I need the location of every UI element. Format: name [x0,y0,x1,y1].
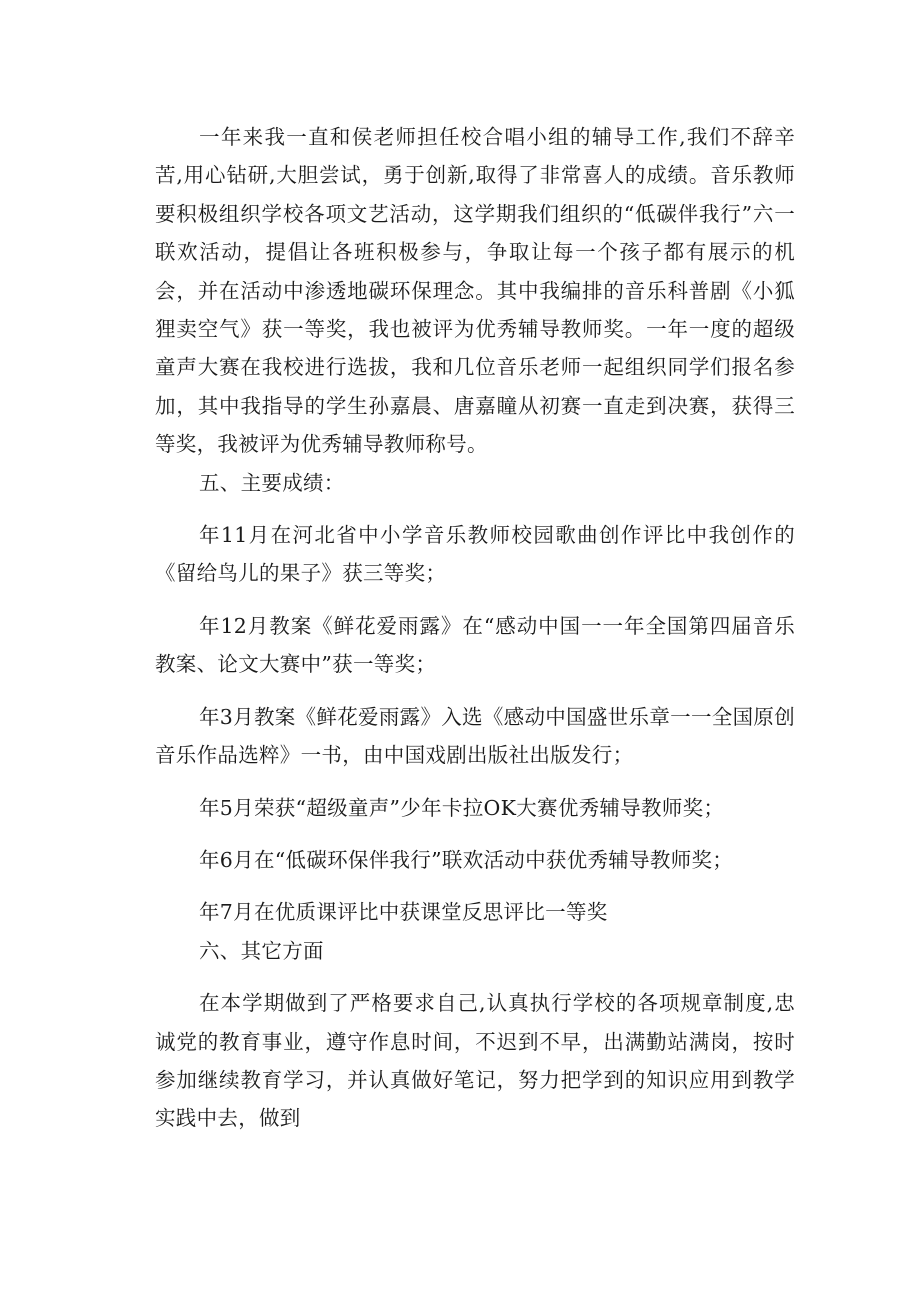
achievement-item: 年7月在优质课评比中获课堂反思评比一等奖 [199,900,608,925]
achievement-item: 年5月荣获“超级童声”少年卡拉OK大赛优秀辅导教师奖； [199,795,725,820]
achievement-item: 年6月在“低碳环保伴我行”联欢活动中获优秀辅导教师奖； [199,847,734,872]
achievement-item: 年3月教案《鲜花爱雨露》入选《感动中国盛世乐章一一全国原创音乐作品选粹》一书，由中国戏剧出版社出版发行； [155,704,795,768]
paragraph-other-aspects: 在本学期做到了严格要求自己,认真执行学校的各项规章制度,忠诚党的教育事业，遵守作息时间，不迟到不早，出满勤站满岗，按时参加继续教育学习，并认真做好笔记，努力把学到的知识应用到教学实践中去，做到 [155,991,795,1131]
document-body [155,118,795,1138]
achievement-item: 年12月教案《鲜花爱雨露》在“感动中国一一年全国第四届音乐教案、论文大赛中”获一等奖； [155,613,795,677]
paragraph-choir-work: 一年来我一直和侯老师担任校合唱小组的辅导工作,我们不辞辛苦,用心钻研,大胆尝试，勇于创新,取得了非常喜人的成绩。音乐教师要积极组织学校各项文艺活动，这学期我们组织的“低碳伴我行”六一联欢活动，提倡让各班积极参与，争取让每一个孩子都有展示的机会，并在活动中渗透地碳环保理念。其中我编排的音乐科普剧《小狐狸卖空气》获一等奖，我也被评为优秀辅导教师奖。一年一度的超级童声大赛在我校进行选拔，我和几位音乐老师一起组织同学们报名参加，其中我指导的学生孙嘉晨、唐嘉瞳从初赛一直走到决赛，获得三等奖，我被评为优秀辅导教师称号。 [155,125,795,457]
section-heading-achievements: 五、主要成绩： [199,470,345,495]
section-heading-other: 六、其它方面 [199,938,324,963]
achievement-item: 年11月在河北省中小学音乐教师校园歌曲创作评比中我创作的《留给鸟儿的果子》获三等奖； [155,523,795,586]
